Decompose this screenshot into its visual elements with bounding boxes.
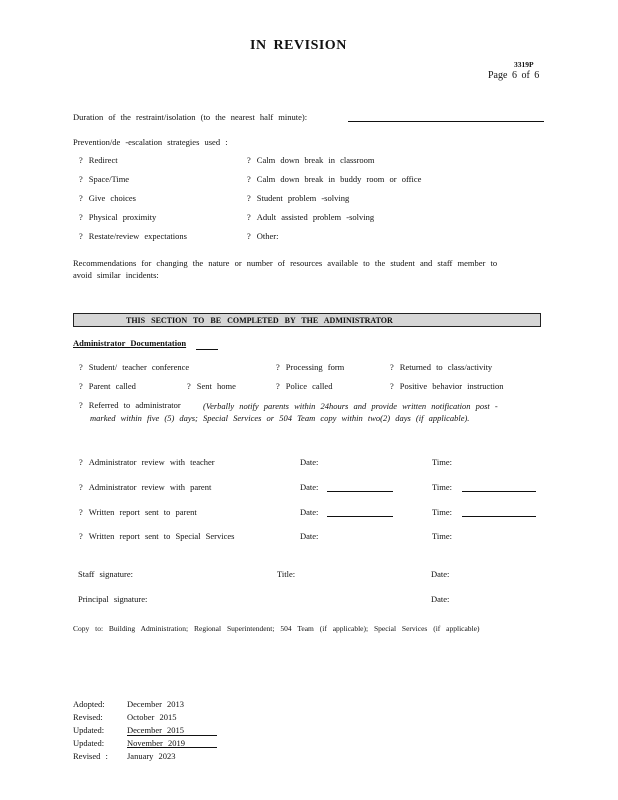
checkbox-review-teacher[interactable] [79,457,215,467]
checkbox-space-time[interactable] [79,174,129,184]
time-label: Time: [432,482,453,492]
checkbox-icon: ? [79,482,83,492]
option-label: Processing form [285,362,345,372]
page-title: IN REVISION [250,38,347,53]
checkbox-parent-called[interactable] [79,381,136,391]
date-label: Date: [300,531,319,541]
checkbox-other[interactable] [247,231,279,241]
option-label: Written report sent to Special Services [88,531,235,541]
policy-code: 3319P [514,60,534,69]
admin-documentation-title: Administrator Documentation [73,338,187,348]
title-label: Title: [277,569,296,579]
checkbox-icon: ? [79,362,83,372]
title-underline-extension [196,349,218,350]
checkbox-icon: ? [79,155,83,165]
admin-section-banner [73,313,541,327]
option-label: Space/Time [88,174,130,184]
time-field[interactable] [462,516,536,517]
history-date: November 2019 [127,738,186,748]
history-label: Adopted: [73,699,105,709]
checkbox-report-special-services[interactable] [79,531,234,541]
option-label: Adult assisted problem -solving [256,212,375,222]
checkbox-police-called[interactable] [276,381,332,391]
option-label: Calm down break in classroom [256,155,375,165]
option-label: Restate/review expectations [88,231,187,241]
history-underline [127,735,217,736]
option-label: Returned to class/activity [399,362,493,372]
option-label: Student problem -solving [256,193,350,203]
page-number: Page 6 of 6 [488,70,540,81]
checkbox-processing-form[interactable] [276,362,344,372]
banner-text: THIS SECTION TO BE COMPLETED BY THE ADMINISTRATOR [126,316,393,325]
checkbox-redirect[interactable] [79,155,118,165]
option-label: Police called [285,381,333,391]
checkbox-restate-review[interactable] [79,231,187,241]
staff-signature-label: Staff signature: [78,569,134,579]
option-label: Positive behavior instruction [399,381,504,391]
checkbox-student-teacher-conference[interactable] [79,362,189,372]
history-label: Revised: [73,712,103,722]
checkbox-icon: ? [79,400,83,410]
date-field[interactable] [327,491,393,492]
checkbox-icon: ? [79,193,83,203]
time-label: Time: [432,457,453,467]
prevention-label: Prevention/de -escalation strategies used : [73,137,228,147]
history-date: December 2015 [127,725,185,735]
recommendations-label: Recommendations for changing the nature or number of resources available to the student and staff member to avoid similar incidents: [73,258,498,280]
checkbox-icon: ? [247,174,251,184]
option-label: Written report sent to parent [88,507,197,517]
history-date: January 2023 [127,751,176,761]
date-label: Date: [300,482,319,492]
time-field[interactable] [462,491,536,492]
checkbox-icon: ? [276,362,280,372]
checkbox-icon: ? [247,212,251,222]
checkbox-icon: ? [247,193,251,203]
checkbox-icon: ? [79,457,83,467]
checkbox-icon: ? [276,381,280,391]
checkbox-icon: ? [247,155,251,165]
duration-label: Duration of the restraint/isolation (to the nearest half minute): [73,112,308,122]
checkbox-review-parent[interactable] [79,482,211,492]
checkbox-positive-behavior[interactable] [390,381,504,391]
checkbox-student-problem-solving[interactable] [247,193,349,203]
history-label: Updated: [73,738,105,748]
checkbox-icon: ? [187,381,191,391]
checkbox-icon: ? [79,174,83,184]
option-label: Parent called [88,381,136,391]
duration-field[interactable] [348,121,544,122]
checkbox-icon: ? [390,362,394,372]
history-underline [127,747,217,748]
checkbox-icon: ? [79,531,83,541]
referred-note: (Verbally notify parents within 24hours and provide written notification post -marked within five (5) days; Special Services or 504 Team copy within two(2) days (if applicable). [90,401,498,423]
history-date: October 2015 [127,712,177,722]
checkbox-physical-proximity[interactable] [79,212,156,222]
copy-to-line: Copy to: Building Administration; Regional Superintendent; 504 Team (if applicable); Special Services (if applicable) [73,624,480,633]
time-label: Time: [432,507,453,517]
date-label: Date: [300,457,319,467]
date-field[interactable] [327,516,393,517]
option-label: Administrator review with parent [88,482,212,492]
signature-date-label: Date: [431,569,450,579]
option-label: Student/ teacher conference [88,362,190,372]
option-label: Redirect [88,155,118,165]
option-label: Physical proximity [88,212,157,222]
checkbox-calm-down-classroom[interactable] [247,155,375,165]
checkbox-returned-to-class[interactable] [390,362,492,372]
principal-signature-label: Principal signature: [78,594,148,604]
checkbox-icon: ? [79,507,83,517]
signature-date-label: Date: [431,594,450,604]
checkbox-icon: ? [390,381,394,391]
checkbox-adult-assisted[interactable] [247,212,374,222]
option-label: Other: [256,231,279,241]
checkbox-report-parent[interactable] [79,507,197,517]
checkbox-icon: ? [79,212,83,222]
checkbox-give-choices[interactable] [79,193,136,203]
option-label: Calm down break in buddy room or office [256,174,422,184]
checkbox-calm-down-buddy-room[interactable] [247,174,421,184]
history-label: Updated: [73,725,105,735]
option-label: Give choices [88,193,136,203]
time-label: Time: [432,531,453,541]
history-date: December 2013 [127,699,185,709]
checkbox-icon: ? [247,231,251,241]
checkbox-icon: ? [79,231,83,241]
checkbox-sent-home[interactable] [187,381,236,391]
date-label: Date: [300,507,319,517]
option-label: Referred to administrator [88,400,181,410]
history-label: Revised : [73,751,108,761]
option-label: Administrator review with teacher [88,457,215,467]
option-label: Sent home [196,381,236,391]
checkbox-icon: ? [79,381,83,391]
